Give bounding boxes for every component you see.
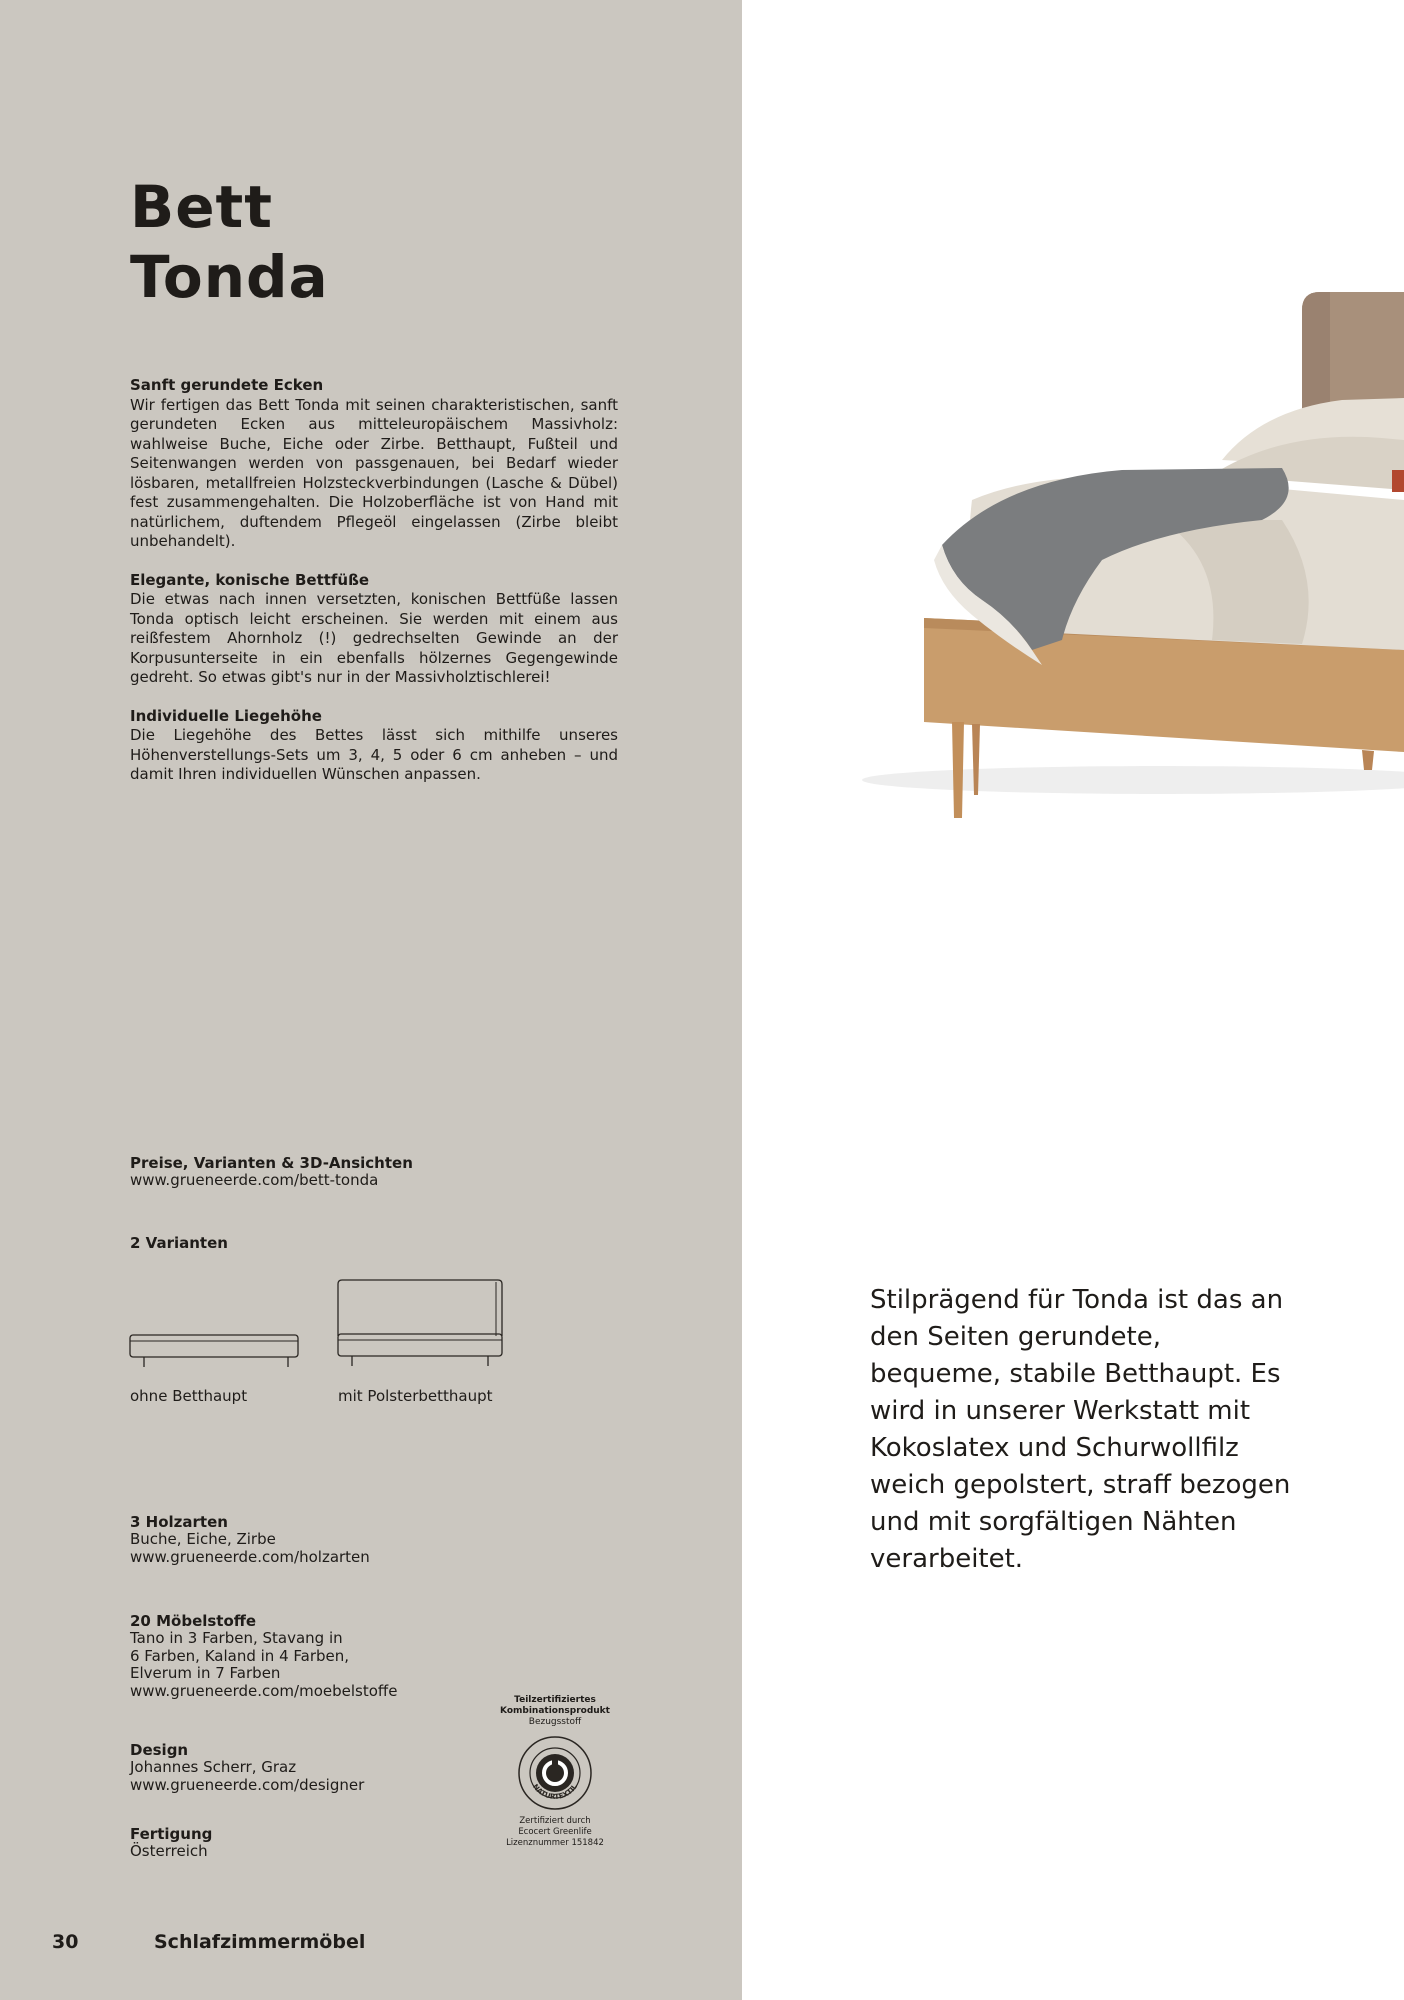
section-rounded-corners [130, 376, 618, 552]
fabrics-block [130, 1612, 397, 1700]
production-label: Fertigung [130, 1825, 213, 1843]
feature-quote: Stilprägend für Tonda ist das an den Seiten gerundete, bequeme, stabile Betthaupt. Es wird in unserer Werkstatt mit Kokoslatex und Schurwollfilz weich gepolstert, straff bezogen und mit sorgfältigen Nähten verarbeitet. [870, 1285, 1291, 1574]
section-body: Die Liegehöhe des Bettes lässt sich mithilfe unseres Höhenverstellungs-Sets um 3, 4, 5 oder 6 cm anheben – und damit Ihren individuellen Wünschen anpassen. [130, 726, 618, 783]
section-conical-feet [130, 571, 618, 688]
title-line-2: Tonda [130, 243, 329, 311]
section-body: Die etwas nach innen versetzten, konischen Bettfüße lassen Tonda optisch leicht erscheinen. Sie werden mit einem aus reißfestem Ahornholz (!) gedrechselten Gewinde an der Korpusunterseite in ein ebenfalls hölzernes Gegengewinde gedreht. So etwas gibt's nur in der Massivholztischlerei! [130, 590, 618, 686]
section-heading: Individuelle Liegehöhe [130, 706, 322, 725]
seal-text: NATURTEXTIL [531, 1782, 579, 1801]
cert-top-line: Kombinationsprodukt [500, 1706, 610, 1716]
cert-top-line: Bezugsstoff [528, 1717, 582, 1727]
cert-top-line: Teilzertifiziertes [514, 1695, 596, 1705]
cert-bottom-line: Lizenznummer 151842 [506, 1838, 604, 1848]
production-text: Österreich [130, 1842, 208, 1860]
certificate-badge [495, 1695, 615, 1849]
woods-link[interactable]: www.grueneerde.com/holzarten [130, 1547, 370, 1566]
prices-link[interactable]: www.grueneerde.com/bett-tonda [130, 1171, 379, 1189]
woods-block [130, 1513, 370, 1566]
fabrics-line: Tano in 3 Farben, Stavang in [130, 1629, 343, 1647]
section-heading: Elegante, konische Bettfüße [130, 570, 370, 589]
page-number: 30 [52, 1931, 79, 1953]
footer-section-title: Schlafzimmermöbel [154, 1931, 366, 1953]
section-bed-height [130, 707, 618, 785]
fabrics-line: Elverum in 7 Farben [130, 1664, 281, 1682]
variant-caption-1: ohne Betthaupt [130, 1387, 248, 1405]
design-label: Design [130, 1741, 189, 1759]
variants-label-block [130, 1234, 228, 1252]
prices-block [130, 1154, 413, 1190]
fabrics-label: 20 Möbelstoffe [130, 1612, 257, 1630]
woods-text: Buche, Eiche, Zirbe [130, 1530, 276, 1548]
production-block [130, 1825, 212, 1861]
naturtextil-seal-icon [516, 1734, 594, 1812]
fabrics-link[interactable]: www.grueneerde.com/moebelstoffe [130, 1681, 398, 1700]
design-block [130, 1741, 364, 1794]
section-body: Wir fertigen das Bett Tonda mit seinen charakteristischen, sanft gerundeten Ecken aus mitteleuropäischem Massivholz: wahlweise Buche, Eiche oder Zirbe. Betthaupt, Fußteil und Seitenwangen werden von passgenauen, bei Bedarf wieder lösbaren, metallfreien Holzsteckverbindungen (Lasche & Dübel) fest zusammengehalten. Die Holzoberfläche ist von Hand mit natürlichem, duftendem Pflegeöl eingelassen (Zirbe bleibt unbehandelt). [130, 395, 618, 550]
page-title [130, 172, 329, 312]
bed-photo [742, 0, 1404, 900]
title-line-1: Bett [130, 173, 273, 241]
woods-label: 3 Holzarten [130, 1513, 228, 1531]
prices-label: Preise, Varianten & 3D-Ansichten [130, 1154, 413, 1172]
variant-caption-2: mit Polsterbetthaupt [338, 1387, 493, 1405]
design-text: Johannes Scherr, Graz [130, 1758, 297, 1776]
variant-without-headboard-drawing [128, 1330, 304, 1370]
fabrics-line: 6 Farben, Kaland in 4 Farben, [130, 1646, 350, 1665]
design-link[interactable]: www.grueneerde.com/designer [130, 1775, 365, 1794]
cert-bottom-line: Ecocert Greenlife [518, 1827, 592, 1837]
section-heading: Sanft gerundete Ecken [130, 376, 324, 394]
description-sections [130, 376, 618, 804]
cert-bottom-line: Zertifiziert durch [519, 1816, 591, 1826]
variant-with-headboard-drawing [334, 1278, 510, 1370]
variants-label: 2 Varianten [130, 1234, 228, 1252]
